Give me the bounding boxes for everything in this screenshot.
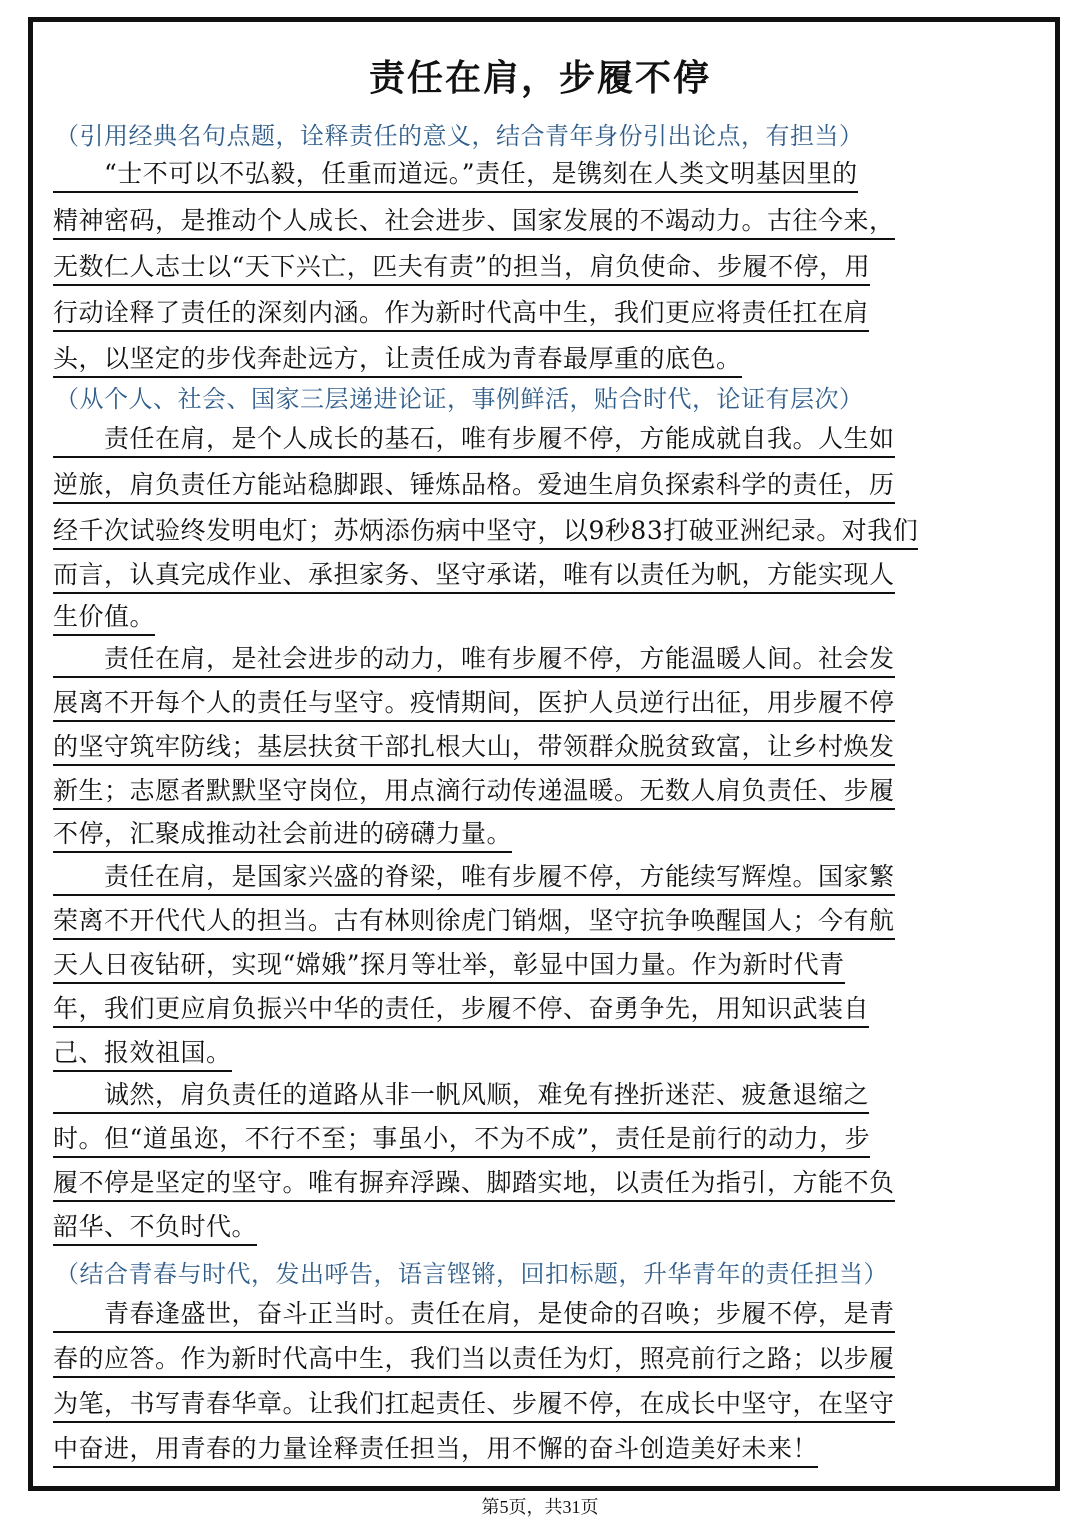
essay-line: 责任在肩，是个人成长的基石，唯有步履不停，方能成就自我。人生如: [53, 425, 895, 458]
essay-line: 青春逢盛世，奋斗正当时。责任在肩，是使命的召唤；步履不停，是青: [53, 1300, 895, 1333]
essay-line: “士不可以不弘毅，任重而道远。”责任，是镌刻在人类文明基因里的: [53, 160, 858, 193]
page-number: 第5页，共31页: [481, 1497, 599, 1517]
essay-line: 中奋进，用青春的力量诠释责任担当，用不懈的奋斗创造美好未来！: [53, 1435, 818, 1468]
essay-line: 时。但“道虽迩，不行不至；事虽小，不为不成”，责任是前行的动力，步: [53, 1125, 870, 1158]
essay-line: 荣离不开代代人的担当。古有林则徐虎门销烟，坚守抗争唤醒国人；今有航: [53, 907, 895, 940]
essay-line: 天人日夜钻研，实现“嫦娥”探月等壮举，彰显中国力量。作为新时代青: [53, 951, 845, 984]
essay-line: 而言，认真完成作业、承担家务、坚守承诺，唯有以责任为帆，方能实现人: [53, 561, 895, 594]
essay-line: 诚然，肩负责任的道路从非一帆风顺，难免有挫折迷茫、疲惫退缩之: [53, 1081, 869, 1114]
essay-line: 不停，汇聚成推动社会前进的磅礴力量。: [53, 820, 512, 853]
essay-line: 逆旅，肩负责任方能站稳脚跟、锤炼品格。爱迪生肩负探索科学的责任，历: [53, 471, 895, 504]
essay-line: 春的应答。作为新时代高中生，我们当以责任为灯，照亮前行之路；以步履: [53, 1345, 895, 1378]
essay-line: 为笔，书写青春华章。让我们扛起责任、步履不停，在成长中坚守，在坚守: [53, 1390, 895, 1423]
essay-line: 头，以坚定的步伐奔赴远方，让责任成为青春最厚重的底色。: [53, 345, 742, 378]
essay-line: 责任在肩，是社会进步的动力，唯有步履不停，方能温暖人间。社会发: [53, 645, 895, 678]
essay-line: 己、报效祖国。: [53, 1039, 232, 1072]
essay-line: 履不停是坚定的坚守。唯有摒弃浮躁、脚踏实地，以责任为指引，方能不负: [53, 1169, 895, 1202]
essay-line: 精神密码，是推动个人成长、社会进步、国家发展的不竭动力。古往今来，: [53, 207, 895, 240]
essay-line: 无数仁人志士以“天下兴亡，匹夫有责”的担当，肩负使命、步履不停，用: [53, 253, 870, 286]
essay-line: 韶华、不负时代。: [53, 1213, 257, 1246]
essay-line: 经千次试验终发明电灯；苏炳添伤病中坚守，以9秒83打破亚洲纪录。对我们: [53, 517, 918, 550]
annotation-body: （从个人、社会、国家三层递进论证，事例鲜活，贴合时代，论证有层次）: [55, 385, 864, 413]
essay-line: 责任在肩，是国家兴盛的脊梁，唯有步履不停，方能续写辉煌。国家繁: [53, 863, 895, 896]
essay-line: 的坚守筑牢防线；基层扶贫干部扎根大山，带领群众脱贫致富，让乡村焕发: [53, 733, 895, 766]
annotation-intro: （引用经典名句点题，诠释责任的意义，结合青年身份引出论点，有担当）: [55, 122, 864, 150]
essay-title: 责任在肩，步履不停: [368, 58, 711, 99]
essay-line: 展离不开每个人的责任与坚守。疫情期间，医护人员逆行出征，用步履不停: [53, 689, 895, 722]
essay-line: 年，我们更应肩负振兴中华的责任，步履不停、奋勇争先，用知识武装自: [53, 995, 869, 1028]
essay-line: 新生；志愿者默默坚守岗位，用点滴行动传递温暖。无数人肩负责任、步履: [53, 777, 895, 810]
essay-line: 生价值。: [53, 603, 155, 636]
essay-line: 行动诠释了责任的深刻内涵。作为新时代高中生，我们更应将责任扛在肩: [53, 299, 869, 332]
annotation-conclusion: （结合青春与时代，发出呼告，语言铿锵，回扣标题，升华青年的责任担当）: [55, 1260, 888, 1288]
